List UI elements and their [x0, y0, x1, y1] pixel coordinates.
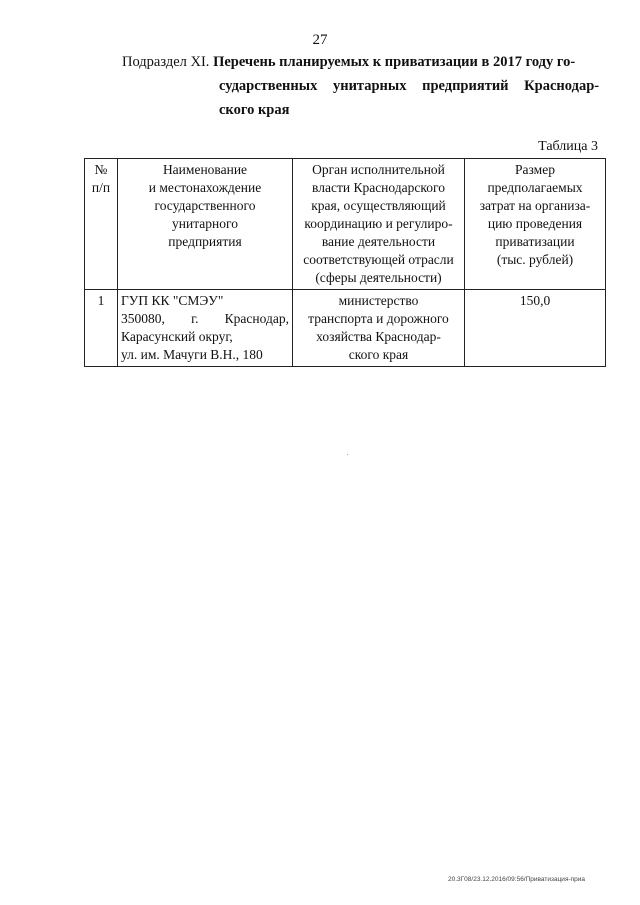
scan-speck — [347, 454, 348, 455]
heading-title-start: Перечень планируемых к приватизации в 2017 году го- — [213, 54, 576, 70]
document-footer: 20.3Г08/23.12.2016/09:56/Приватизация-приа — [448, 876, 586, 883]
header-number: № п/п — [85, 159, 118, 290]
heading-line-1 — [122, 50, 596, 74]
header-authority: Орган исполнительной власти Краснодарского края, осуществляющий координацию и регулиро- вание деятельности соответствующей отрасли (сферы деятельности) — [293, 159, 465, 290]
privatization-table — [84, 158, 606, 367]
row-number: 1 — [85, 290, 118, 367]
table-header-row — [85, 159, 606, 290]
table-label: Таблица 3 — [538, 139, 598, 154]
header-cost: Размер предполагаемых затрат на организа- цию проведения приватизации (тыс. рублей) — [465, 159, 606, 290]
planned-cost: 150,0 — [465, 290, 606, 367]
heading-prefix: Подраздел XI. — [122, 54, 214, 70]
section-heading — [122, 50, 600, 122]
header-name: Наименование и местонахождение государственного унитарного предприятия — [118, 159, 293, 290]
enterprise-name-location — [118, 290, 293, 367]
table-row — [85, 290, 606, 367]
enterprise-address-line: 350080, г. Краснодар, — [121, 311, 289, 326]
enterprise-street: ул. им. Мачуги В.Н., 180 — [121, 347, 263, 362]
heading-line-2: сударственных унитарных предприятий Краснодар- — [219, 78, 600, 94]
enterprise-district: Карасунский округ, — [121, 329, 233, 344]
heading-line-3: ского края — [219, 102, 290, 118]
executive-authority: министерство транспорта и дорожного хозяйства Краснодар- ского края — [293, 290, 465, 367]
enterprise-name: ГУП КК "СМЭУ" — [121, 293, 224, 308]
page-number: 27 — [312, 32, 328, 48]
